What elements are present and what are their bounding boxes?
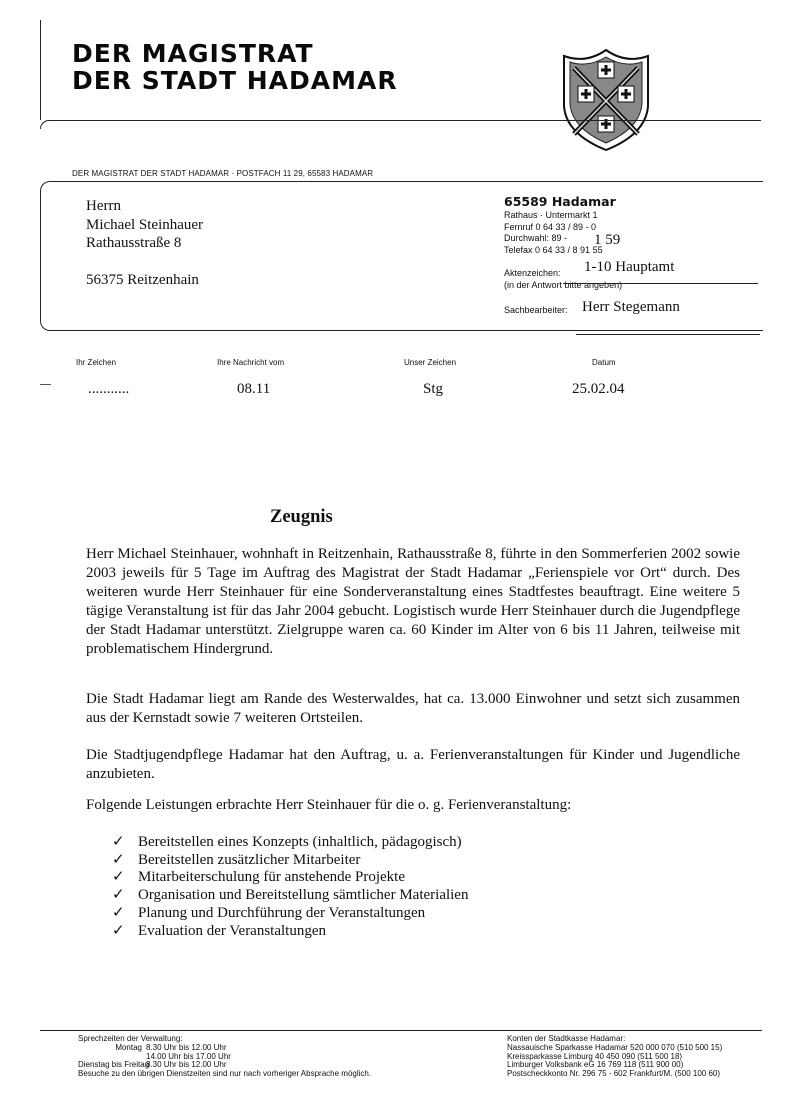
list-item: ✓ Bereitstellen eines Konzepts (inhaltlich, pädagogisch) (112, 834, 462, 850)
sender-phone: Fernruf 0 64 33 / 89 - 0 (504, 221, 597, 232)
recipient-block (86, 197, 203, 289)
check-icon: ✓ (112, 887, 125, 904)
paragraph-3: Die Stadtjugendpflege Hadamar hat den Auftrag, u. a. Ferienveranstaltungen für Kinder und Jugendliche anzubieten. (86, 747, 740, 782)
your-ref-label: Ihr Zeichen (76, 358, 117, 367)
recipient-city: 56375 Reitzenhain (86, 271, 199, 288)
account-2: Kreissparkasse Limburg 40 450 090 (511 500 18) (507, 1051, 683, 1061)
monday-hours-2: 14.00 Uhr bis 17.00 Uhr (146, 1051, 231, 1061)
paragraph-2: Die Stadt Hadamar liegt am Rande des Westerwaldes, hat ca. 13.000 Einwohner und setzt sich zusammen aus der Kernstadt sowie 7 weiteren Ortsteilen. (86, 691, 740, 726)
date-label: Datum (592, 358, 616, 367)
services-list (112, 834, 468, 940)
monday-hours-1: 8.30 Uhr bis 12.00 Uhr (146, 1042, 227, 1052)
sender-address: Rathaus · Untermarkt 1 (504, 210, 598, 220)
sender-direct-label: Durchwahl: 89 - (504, 233, 568, 243)
list-item: ✓ Mitarbeiterschulung für anstehende Projekte (112, 869, 405, 886)
letterhead-title-line2: DER STADT HADAMAR (72, 66, 398, 95)
sender-block (504, 194, 764, 317)
monday-label: Montag (115, 1042, 142, 1052)
account-3: Limburger Volksbank eG 16 769 118 (511 900 00) (507, 1060, 684, 1070)
our-ref-label: Unser Zeichen (404, 358, 457, 367)
clerk-line (576, 320, 760, 335)
recipient-gap (86, 253, 203, 271)
tue-fri-label: Dienstag bis Freitag (78, 1060, 150, 1070)
clerk-value: Herr Stegemann (582, 299, 680, 315)
office-hours (78, 1035, 371, 1079)
letter-subject: Zeugnis (270, 507, 333, 527)
date-value: 25.02.04 (572, 381, 625, 397)
coat-of-arms-icon (556, 46, 656, 154)
tue-fri-hours: 8.30 Uhr bis 12.00 Uhr (146, 1060, 227, 1070)
file-ref-value: 1-10 Hauptamt (584, 259, 675, 275)
bank-accounts (507, 1035, 722, 1079)
sender-city: 65589 Hadamar (504, 194, 616, 209)
sender-fax: Telefax 0 64 33 / 8 91 55 (504, 244, 603, 255)
accounts-title: Konten der Stadtkasse Hadamar: (507, 1034, 626, 1043)
recipient-salutation: Herrn (86, 198, 121, 214)
sender-direct-ext: 1 59 (594, 232, 621, 248)
office-hours-title: Sprechzeiten der Verwaltung: (78, 1034, 183, 1043)
clerk-label: Sachbearbeiter: (504, 305, 568, 315)
letterhead-title (72, 40, 492, 94)
check-icon: ✓ (112, 869, 125, 886)
file-ref-label: Aktenzeichen: (504, 268, 561, 278)
list-item: ✓ Evaluation der Veranstaltungen (112, 922, 326, 939)
your-message-value: 08.11 (237, 381, 271, 397)
account-1: Nassauische Sparkasse Hadamar 520 000 070 (510 500 15) (507, 1042, 723, 1052)
check-icon: ✓ (112, 922, 125, 939)
recipient-street: Rathausstraße 8 (86, 235, 182, 251)
check-icon: ✓ (112, 851, 125, 868)
paragraph-4: Folgende Leistungen erbrachte Herr Steinhauer für die o. g. Ferienveranstaltung: (86, 797, 572, 813)
check-icon: ✓ (112, 904, 125, 921)
fold-mark (40, 384, 51, 385)
check-icon: ✓ (112, 834, 125, 850)
paragraph-1: Herr Michael Steinhauer, wohnhaft in Reitzenhain, Rathausstraße 8, führte in den Sommerferien 2002 sowie 2003 jeweils für 5 Tage im Auftrag des Magistrat der Stadt Hadamar „Ferienspiele vor Ort“ durch. Des weiteren wurde Herr Steinhauer für eine Sonderveranstaltung eines Stadtfestes beauftragt. Eine weitere 5 tägige Veranstaltung ist für das Jahr 2004 gebucht. Logistisch wurde Herr Steinhauer durch die Jugendpflege der Stadt Hadamar unterstützt. Zielgruppe waren ca. 60 Kinder im Alter von 6 bis 11 Jahren, teilweise mit problematischem Hindergrund. (86, 546, 740, 657)
letterhead-title-line1: DER MAGISTRAT (72, 39, 314, 68)
recipient-name: Michael Steinhauer (86, 216, 204, 233)
letterhead-left-rule (40, 20, 41, 120)
letterhead-rule (40, 120, 761, 129)
account-4: Postscheckkonto Nr. 296 75 - 602 Frankfurt/M. (500 100 60) (507, 1069, 720, 1079)
office-hours-note: Besuche zu den übrigen Dienstzeiten sind nur nach vorheriger Absprache möglich. (78, 1069, 372, 1079)
your-message-label: Ihre Nachricht vom (217, 358, 285, 367)
footer-rule (40, 1030, 762, 1031)
list-item: ✓ Bereitstellen zusätzlicher Mitarbeiter (112, 851, 361, 868)
list-item: ✓ Organisation und Bereitstellung sämtlicher Materialien (112, 887, 469, 904)
your-ref-value: ........... (88, 381, 130, 397)
list-item: ✓ Planung und Durchführung der Veranstaltungen (112, 904, 426, 921)
return-address: DER MAGISTRAT DER STADT HADAMAR · POSTFACH 11 29, 65583 HADAMAR (72, 169, 374, 178)
file-ref-note: (in der Antwort bitte angeben) (504, 279, 623, 290)
our-ref-value: Stg (423, 381, 444, 397)
